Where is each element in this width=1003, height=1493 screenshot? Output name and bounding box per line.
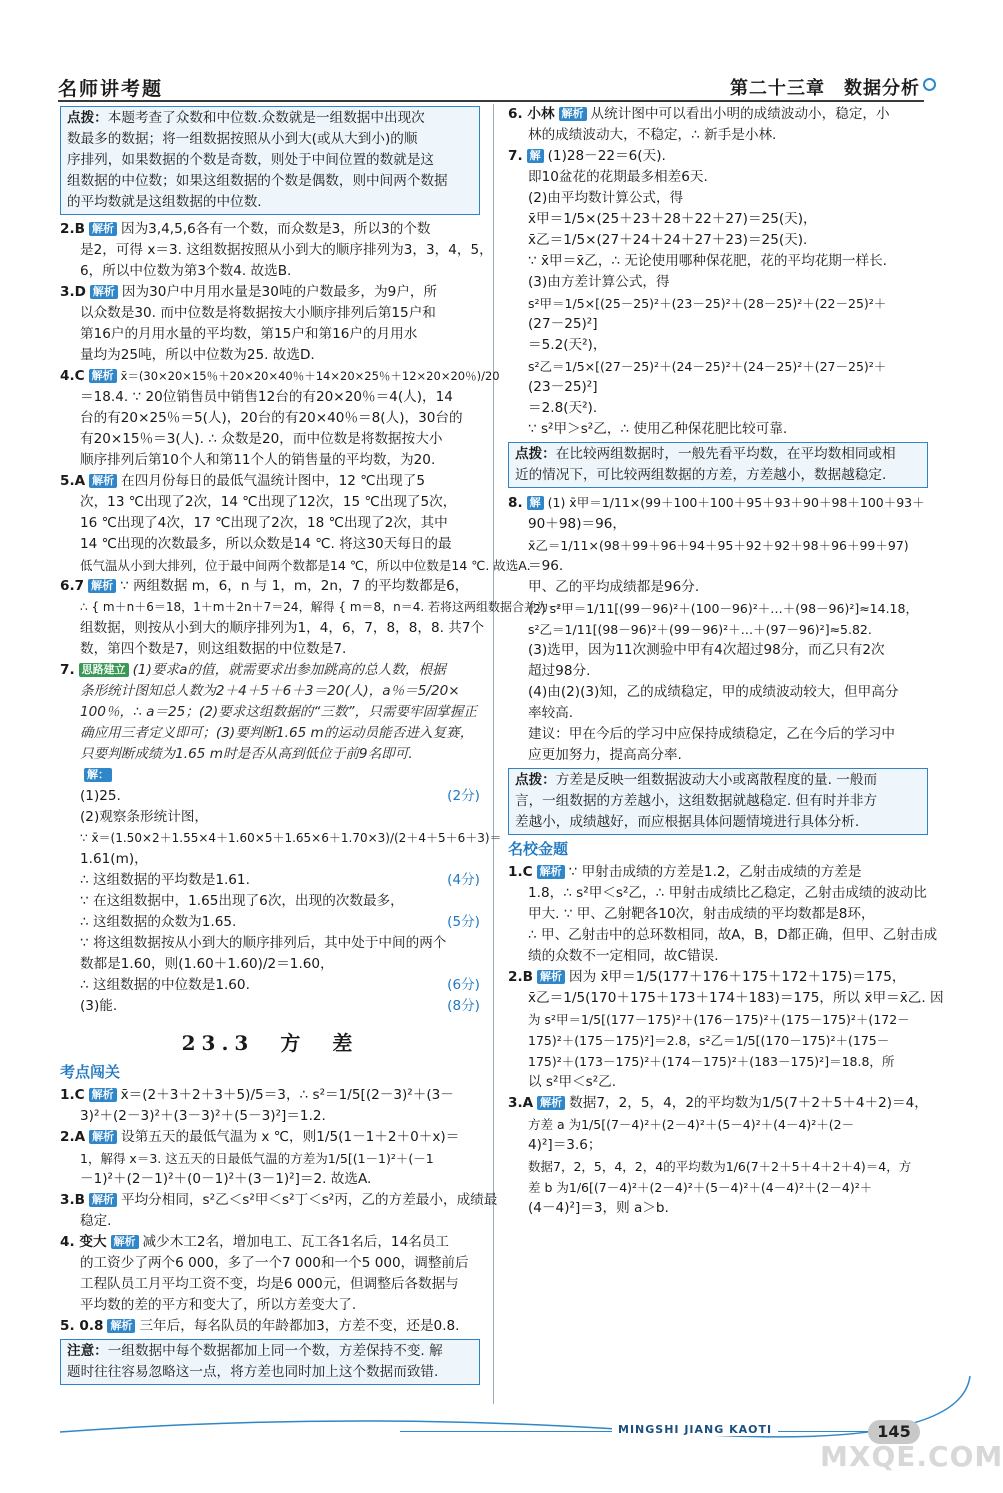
page-header <box>58 74 920 98</box>
note-line: 本题考查了众数和中位数.众数就是一组数据中出现次 <box>107 110 425 126</box>
answer-line: 16 ℃出现了4次，17 ℃出现了2次，18 ℃出现了2次，其中 <box>80 515 448 531</box>
analysis-tag: 解析 <box>90 285 118 299</box>
answer-line: 差 b 为1/6[(7－4)²＋(2－4)²＋(5－4)²＋(4－4)²＋(2－4)²＋ <box>528 1180 873 1195</box>
answer-line: (3)选甲，因为11次测验中甲有4次超过98分，而乙只有2次 <box>528 642 885 658</box>
think-line: 条形统计图知总人数为2＋4＋5＋6＋3＝20(人)，a％＝5/20× <box>80 683 460 699</box>
answer-line: ∵ 甲射击成绩的方差是1.2，乙射击成绩的方差是 <box>568 864 862 880</box>
analysis-tag: 解析 <box>89 1193 117 1207</box>
solution-line: ∴ 这组数据的众数为1.65. <box>80 914 237 930</box>
answer-4 <box>60 366 500 471</box>
answer-8-right <box>508 492 928 766</box>
circle-icon <box>923 78 936 91</box>
answer-number: 7. <box>508 148 523 164</box>
answer-line: 数据7，2，5，4，2，4的平均数为1/6(7＋2＋5＋4＋2＋4)＝4，方 <box>528 1159 912 1174</box>
answer-line: 数，第四个数是7，则这组数据的中位数是7. <box>80 641 347 657</box>
note-line: 组数据的中位数；如果这组数据的个数是偶数，则中间两个数据 <box>67 173 448 189</box>
answer-line: 三年后，每名队员的年龄都加3，方差不变，还是0.8. <box>139 1318 460 1334</box>
answer-line: (2) s²甲＝1/11[(99－96)²＋(100－96)²＋…＋(98－96)²]≈14.18， <box>528 601 918 616</box>
answer-line: 175)²＋(175－175)²]＝2.8，s²乙＝1/5[(170－175)²＋(175－ <box>528 1033 890 1048</box>
answer-number: 3.D <box>60 284 86 300</box>
solution-tag: 解： <box>84 768 112 782</box>
analysis-tag: 解析 <box>89 222 117 236</box>
answer-line: 率较高. <box>528 705 574 721</box>
answer-line: (3)由方差计算公式，得 <box>528 274 670 290</box>
note-line: 方差是反映一组数据波动大小或离散程度的量. 一般而 <box>555 772 878 788</box>
answer-line: 方差 a 为1/5[(7－4)²＋(2－4)²＋(5－4)²＋(4－4)²＋(2－ <box>528 1117 855 1132</box>
note-line: 在比较两组数据时，一般先看平均数，在平均数相同或相 <box>555 446 896 462</box>
answer-line: 低气温从小到大排列，位于最中间两个数都是14 ℃，所以中位数是14 ℃. 故选A. <box>80 558 531 573</box>
think-line: 确应用三者定义即可；(3)要判断1.65 m的运动员能否进入复赛， <box>80 725 474 741</box>
answer-line: 即10盆花的花期最多相差6天. <box>528 169 708 185</box>
analysis-tag: 解析 <box>559 107 587 121</box>
answer-line: ∵ x̄甲＝x̄乙，∴ 无论使用哪种保花肥，花的平均花期一样长. <box>528 253 888 269</box>
answer-line: s²乙＝1/11[(98－96)²＋(99－96)²＋…＋(97－96)²]≈5.82. <box>528 622 872 637</box>
analysis-tag: 解析 <box>111 1235 139 1249</box>
solution-line: ∵ 在这组数据中，1.65出现了6次，出现的次数最多， <box>80 893 404 909</box>
answer-line: 减少木工2名，增加电工、瓦工各1名后，14名员工 <box>142 1234 450 1250</box>
solution-line: 数都是1.60，则(1.60＋1.60)/2＝1.60， <box>80 956 334 972</box>
answer-number: 5.A <box>60 473 86 489</box>
answer-line: 平均分相同，s²乙＜s²甲＜s²丁＜s²丙，乙的方差最小，成绩最 <box>120 1192 498 1208</box>
answer-line: 175)²＋(173－175)²＋(174－175)²＋(183－175)²]＝18.8，所 <box>528 1054 895 1069</box>
answer-number: 6.7 <box>60 578 85 594</box>
solution-line: (3)能. <box>80 998 118 1014</box>
answer-line: x̄乙＝1/11×(98＋99＋96＋94＋95＋92＋92＋98＋96＋99＋97) <box>528 538 909 553</box>
answer-line: (2)由平均数计算公式，得 <box>528 190 684 206</box>
school-answer-1 <box>508 862 938 967</box>
analysis-tag: 解析 <box>89 1088 117 1102</box>
decorative-swoosh <box>60 1370 980 1440</box>
answer-number: 1.C <box>60 1087 85 1103</box>
answer-number: 2.B <box>508 969 533 985</box>
note-label: 点拨： <box>515 772 556 788</box>
answer-line: 因为3,4,5,6各有一个数，而众数是3，所以3的个数 <box>120 221 431 237</box>
answer-line: ∵ 两组数据 m，6，n 与 1，m，2n，7 的平均数都是6， <box>120 578 469 594</box>
answer-number: 4. 变大 <box>60 1234 107 1250</box>
answer-line: 超过98分. <box>528 663 591 679</box>
answer-6-right <box>508 104 928 146</box>
chapter-title: 第二十三章 数据分析 <box>730 78 920 99</box>
school-answer-3 <box>508 1093 928 1219</box>
answer-line: 绩的众数不一定相同，故C错误. <box>528 948 719 964</box>
thinking-tag: 思路建立 <box>79 663 129 677</box>
answer-line: (4)由(2)(3)知，乙的成绩稳定，甲的成绩波动较大，但甲高分 <box>528 684 899 700</box>
answer-number: 2.A <box>60 1129 86 1145</box>
answer-line: 次，13 ℃出现了2次，14 ℃出现了12次，15 ℃出现了5次， <box>80 494 457 510</box>
right-column <box>508 104 944 1219</box>
answer-line: 顺序排列后第10个人和第11个人的销售量的平均数，为20. <box>80 452 436 468</box>
answer-line: ＝96. <box>528 558 564 574</box>
answer-line: x̄甲＝1/5×(25＋23＋28＋22＋27)＝25(天)， <box>528 211 817 227</box>
answer-line: 稳定. <box>80 1213 112 1229</box>
answer-line: ＝5.2(天²)， <box>528 337 607 353</box>
answer-number: 8. <box>508 495 523 511</box>
variance-answer-5 <box>60 1316 480 1337</box>
think-line: 只要判断成绩为1.65 m时是否从高到低位于前9名即可. <box>80 746 413 762</box>
answer-line: 从统计图中可以看出小明的成绩波动小，稳定，小 <box>590 106 890 122</box>
answer-line: 为 s²甲＝1/5[(177－175)²＋(176－175)²＋(175－175)²＋(172－ <box>528 1012 910 1027</box>
answer-line: 因为30户中月用水量是30吨的户数最多，为9户，所 <box>121 284 438 300</box>
answer-line: s²乙＝1/5×[(27－25)²＋(24－25)²＋(24－25)²＋(27－25)²＋ <box>528 359 887 374</box>
answer-line: 14 ℃出现的次数最多，所以众数是14 ℃. 将这30天每日的最 <box>80 536 452 552</box>
score-label: (5分) <box>447 914 480 930</box>
answer-line: ＝18.4. ∵ 20位销售员中销售12台的有20×20％＝4(人)，14 <box>80 389 453 405</box>
answer-number: 7. <box>60 662 75 678</box>
solution-line: ∴ 这组数据的平均数是1.61. <box>80 872 250 888</box>
answer-line: 是2，可得 x＝3. 这组数据按照从小到大的顺序排列为3，3，4，5， <box>80 242 493 258</box>
analysis-tag: 解析 <box>89 369 117 383</box>
answer-line: 的工资少了两个6 000，多了一个7 000和一个5 000，调整前后 <box>80 1255 469 1271</box>
answer-2 <box>60 219 493 282</box>
answer-line: 工程队员工月平均工资不变，均是6 000元，但调整后各数据与 <box>80 1276 459 1292</box>
section-title: 23.3 方 差 <box>181 1031 359 1055</box>
answer-7-right <box>508 146 928 440</box>
variance-answer-4 <box>60 1232 480 1316</box>
variance-answer-2 <box>60 1127 480 1190</box>
answer-line: 组数据，则按从小到大的顺序排列为1，4，6，7，8，8，8. 共7个 <box>80 620 485 636</box>
answer-number: 6. 小林 <box>508 106 555 122</box>
solution-tag: 解 <box>527 149 544 163</box>
variance-answer-1 <box>60 1085 480 1127</box>
answer-line: 90＋98)＝96， <box>528 516 626 532</box>
note-line: 近的情况下，可比较两组数据的方差，方差越小，数据越稳定. <box>515 467 887 483</box>
answer-line: (23－25)²] <box>528 379 598 395</box>
solution-line: ∴ 这组数据的中位数是1.60. <box>80 977 250 993</box>
subsection-title: 考点闯关 <box>60 1063 121 1081</box>
answer-line: 设第五天的最低气温为 x ℃，则1/5(1－1＋2＋0＋x)＝ <box>121 1129 460 1145</box>
book-title: 名师讲考题 <box>58 78 164 100</box>
header-rule <box>58 100 924 102</box>
answer-number: 3.B <box>60 1192 85 1208</box>
answer-line: s²甲＝1/5×[(25－25)²＋(23－25)²＋(28－25)²＋(22－25)²＋ <box>528 296 887 311</box>
answer-line: 甲大. ∵ 甲、乙射靶各10次，射击成绩的平均数都是8环， <box>528 906 875 922</box>
analysis-tag: 解析 <box>107 1319 135 1333</box>
note-line: 数最多的数据；将一组数据按照从小到大(或从大到小)的顺 <box>67 131 418 147</box>
note-line: 题时往往容易忽略这一点，将方差也同时加上这个数据而致错. <box>67 1364 439 1380</box>
analysis-tag: 解析 <box>537 970 565 984</box>
answer-line: 台的有20×25％＝5(人)，20台的有20×40％＝8(人)，30台的 <box>80 410 463 426</box>
answer-line: 建议：甲在今后的学习中应保持成绩稳定，乙在今后的学习中 <box>528 726 896 742</box>
answer-line: －1)²＋(2－1)²＋(0－1)²＋(3－1)²]＝2. 故选A. <box>80 1171 372 1187</box>
answer-line: 有20×15％＝3(人). ∴ 众数是20，而中位数是将数据按大小 <box>80 431 443 447</box>
analysis-tag: 解析 <box>89 474 117 488</box>
answer-line: x̄乙＝1/5(170＋175＋173＋174＋183)＝175，所以 x̄甲＝x̄乙. 因 <box>528 990 944 1006</box>
answer-number: 5. 0.8 <box>60 1318 104 1334</box>
answer-line: 在四月份每日的最低气温统计图中，12 ℃出现了5 <box>121 473 425 489</box>
answer-line: 1，解得 x＝3. 这五天的日最低气温的方差为1/5[(1－1)²＋(－1 <box>80 1151 434 1166</box>
answer-line: (1)28－22＝6(天). <box>547 148 666 164</box>
answer-7 <box>60 660 502 1017</box>
answer-line: 1.8，∴ s²甲＜s²乙，∴ 甲射击成绩比乙稳定，乙射击成绩的波动比 <box>528 885 927 901</box>
answer-line: 以 s²甲＜s²乙. <box>528 1074 617 1090</box>
solution-line: ∵ 将这组数据按从小到大的顺序排列后，其中处于中间的两个 <box>80 935 447 951</box>
answer-line: 平均数的差的平方和变大了，所以方差变大了. <box>80 1297 357 1313</box>
answer-line: 数据7，2，5，4，2的平均数为1/5(7＋2＋5＋4＋2)＝4， <box>569 1095 928 1111</box>
think-line: (1)要求a的值，就需要求出参加跳高的总人数，根据 <box>132 662 446 678</box>
score-label: (6分) <box>447 977 480 993</box>
page-number: 145 <box>868 1420 920 1444</box>
answer-line: 3)²＋(2－3)²＋(3－3)²＋(5－3)²]＝1.2. <box>80 1108 326 1124</box>
answer-number: 1.C <box>508 864 533 880</box>
answer-line: 因为 x̄甲＝1/5(177＋176＋175＋172＋175)＝175， <box>568 969 906 985</box>
answer-line: 甲、乙的平均成绩都是96分. <box>528 579 700 595</box>
answer-line: x̄＝(30×20×15％＋20×20×40％＋14×20×25％＋12×20×20％)/20 <box>120 369 500 383</box>
solution-line: (2)观察条形统计图， <box>80 809 209 825</box>
answer-number: 3.A <box>508 1095 534 1111</box>
answer-line: ∵ s²甲＞s²乙，∴ 使用乙种保花肥比较可靠. <box>528 421 788 437</box>
answer-line: 4)²]＝3.6； <box>528 1137 602 1153</box>
answer-line: 以众数是30. 而中位数是将数据按大小顺序排列后第15户和 <box>80 305 436 321</box>
subsection-title: 名校金题 <box>508 840 569 858</box>
analysis-tag: 解析 <box>537 1096 565 1110</box>
answer-line: (4－4)²]＝3，则 a＞b. <box>528 1200 669 1216</box>
school-answer-2 <box>508 967 944 1093</box>
note-label: 注意： <box>67 1343 108 1359</box>
score-label: (8分) <box>447 998 480 1014</box>
note-box-3 <box>508 442 928 488</box>
answer-line: 林的成绩波动大，不稳定，∴ 新手是小林. <box>528 127 777 143</box>
note-line: 的平均数就是这组数据的中位数. <box>67 194 262 210</box>
column-divider <box>493 104 494 1404</box>
analysis-tag: 解析 <box>88 579 116 593</box>
answer-line: 应更加努力，提高高分率. <box>528 747 682 763</box>
variance-answer-3 <box>60 1190 498 1232</box>
note-box-4 <box>508 768 928 835</box>
score-label: (2分) <box>447 788 480 804</box>
answer-line: x̄乙＝1/5×(27＋24＋24＋27＋23)＝25(天). <box>528 232 808 248</box>
answer-line: 6，所以中位数为第3个数4. 故选B. <box>80 263 292 279</box>
note-line: 差越小，成绩越好，而应根据具体问题情境进行具体分析. <box>515 814 860 830</box>
analysis-tag: 解析 <box>537 865 565 879</box>
answer-line: ∴ { m＋n＋6＝18，1＋m＋2n＋7＝24，解得 { m＝8，n＝4. 若将这两组数据合并为一 <box>80 600 561 614</box>
score-label: (4分) <box>447 872 480 888</box>
answer-number: 4.C <box>60 368 85 384</box>
solution-line: ∵ x̄＝(1.50×2＋1.55×4＋1.60×5＋1.65×6＋1.70×3)/(2＋4＋5＋6＋3)＝ <box>80 831 502 845</box>
note-box-1 <box>60 106 480 215</box>
think-line: 100％，∴ a＝25；(2)要求这组数据的“三数”，只需要牢固掌握正 <box>80 704 477 720</box>
answer-line: x̄＝(2＋3＋2＋3＋5)/5＝3，∴ s²＝1/5[(2－3)²＋(3－ <box>120 1087 454 1103</box>
answer-number: 2.B <box>60 221 85 237</box>
answer-5 <box>60 471 531 576</box>
solution-line: 1.61(m)， <box>80 851 148 867</box>
analysis-tag: 解析 <box>89 1130 117 1144</box>
answer-line: (1) x̄甲＝1/11×(99＋100＋100＋95＋93＋90＋98＋100＋93＋ <box>547 495 925 510</box>
watermark: MXQE.COM <box>820 1440 1003 1473</box>
answer-line: (27－25)²] <box>528 316 598 332</box>
answer-line: 第16户的月用水量的平均数，第15户和第16户的月用水 <box>80 326 418 342</box>
answer-3 <box>60 282 480 366</box>
note-line: 一组数据中每个数据都加上同一个数，方差保持不变. 解 <box>107 1343 443 1359</box>
answer-line: ∴ 甲、乙射击中的总环数相同，故A，B，D都正确，但甲、乙射击成 <box>528 927 938 943</box>
solution-line: (1)25. <box>80 788 121 804</box>
solution-tag: 解 <box>527 496 544 510</box>
note-line: 序排列，如果数据的个数是奇数，则处于中间位置的数就是这 <box>67 152 435 168</box>
note-line: 言，一组数据的方差越小，这组数据就越稳定. 但有时并非方 <box>515 793 878 809</box>
answer-6 <box>60 576 561 660</box>
answer-line: ＝2.8(天²). <box>528 400 598 416</box>
note-label: 点拨： <box>67 110 108 126</box>
footer-brand: MINGSHI JIANG KAOTI <box>612 1423 778 1436</box>
answer-line: 量均为25吨，所以中位数为25. 故选D. <box>80 347 315 363</box>
note-label: 点拨： <box>515 446 556 462</box>
